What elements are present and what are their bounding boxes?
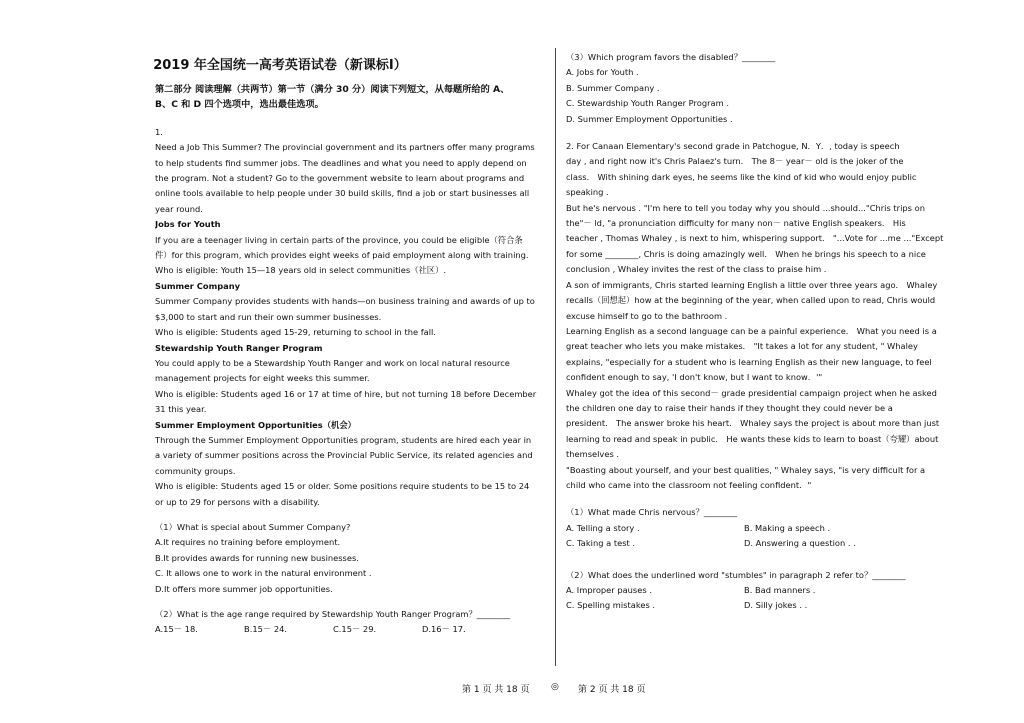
passage2-line: excuse himself to go to the bathroom . [566,310,728,321]
paragraph-line: Who is eligible: Students aged 16 or 17 at time of hire, but not turning 18 before December [155,388,537,399]
question-stem: （2）What is the age range required by Stewardship Youth Ranger Program？________ [155,609,510,619]
paragraph-line: or up to 29 for persons with a disability. [155,496,320,507]
question-option: D. Answering a question . . [744,538,856,549]
question-option: A. Telling a story . [566,522,640,533]
paragraph-line: $3,000 to start and run their own summer businesses. [155,311,382,322]
question-options-row [155,622,547,637]
heading-summer-employment: Summer Employment Opportunities（机会） [155,419,356,430]
paragraph-line: Who is eligible: Students aged 15 or older. Some positions require students to be 15 to 24 [155,481,530,492]
column-divider [555,48,556,666]
passage2-line: Learning English as a second language can be a painful experience． What you need is a [566,325,937,336]
passage2-line: A son of immigrants, Chris started learning English a little over three years ago． Whaley [566,279,938,290]
paragraph-line: You could apply to be a Stewardship Youth Ranger and work on local natural resource [155,357,510,368]
heading-summer-company: Summer Company [155,280,241,291]
question-option: B.15－ 24． [244,624,293,635]
heading-stewardship: Stewardship Youth Ranger Program [155,342,323,353]
question-stem: （1）What is special about Summer Company? [155,521,351,532]
question-option: A. Improper pauses . [566,585,652,595]
paragraph-line: community groups. [155,465,236,476]
question-stem: （1）What made Chris nervous？________ [566,507,738,518]
passage1-intro-line: online tools available to help people under 30 build skills, find a job or start businesses all [155,188,530,199]
paragraph-line: Summer Company provides students with hands—on business training and awards of up to [155,296,535,307]
question-option: C. It allows one to work in the natural environment . [155,568,372,579]
paragraph-line: 31 this year. [155,404,207,415]
passage2-line: 2. For Canaan Elementary's second grade in Patchogue, N．Y．, today is speech [566,141,900,152]
paragraph-line: If you are a teenager living in certain parts of the province, you could be eligible（符合条 [155,234,523,245]
question-option: D. Summer Employment Opportunities . [566,113,733,124]
question-option: A.15－ 18． [155,624,204,635]
passage2-line: recalls（回想起）how at the beginning of the year, when called upon to read, Chris would [566,295,936,306]
section-instruction-line1: 第二部分 阅读理解（共两节）第一节（满分 30 分）阅读下列短文，从每题所给的 A、 [155,84,510,95]
passage2-line: speaking . [566,187,609,198]
passage2-line: learning to read and speak in public． He wants these kids to learn to boast（夸耀）about [566,433,939,444]
question-option: D.16－ 17． [422,624,472,635]
question-option: B. Summer Company . [566,82,660,93]
question-option: B.It provides awards for running new businesses. [155,552,359,563]
question-option: D.It offers more summer job opportunities. [155,583,333,594]
question-options-row [566,521,961,536]
paragraph-line: a variety of summer positions across the Provincial Public Service, its related agencies and [155,450,533,461]
page-number-right: 第 2 页 共 18 页 [578,685,646,695]
question-option: B. Bad manners . [744,585,816,595]
question-options-row [566,583,961,598]
question-stem: （3）Which program favors the disabled？________ [566,52,776,62]
passage1-intro-line: year round. [155,203,203,214]
passage2-line: president． The answer broke his heart． Whaley says the project is about more than just [566,418,940,429]
paragraph-line: Who is eligible: Students aged 15-29, returning to school in the fall. [155,327,436,338]
question-options-row [566,598,961,613]
question-option: A.It requires no training before employment. [155,537,341,548]
heading-jobs-for-youth: Jobs for Youth [155,219,221,230]
passage2-line: the"－ ld, "a pronunciation difficulty for many non－ native English speakers． His [566,218,906,229]
passage2-line: teacher , Thomas Whaley , is next to him, whispering support． "...Vote for ...me ..."Except [566,233,944,244]
passage2-line: themselves . [566,449,620,460]
passage2-line: class． With shining dark eyes, he seems like the kind of kid who would enjoy public [566,171,917,182]
paragraph-line: 件）for this program, which provides eight weeks of paid employment along with training. [155,250,529,261]
paragraph-line: management projects for eight weeks this summer. [155,373,370,384]
passage2-line: Whaley got the idea of this second－ grade presidential campaign project when he asked [566,387,937,398]
paragraph-line: Through the Summer Employment Opportunities program, students are hired each year in [155,434,532,445]
passage1-intro-line: Need a Job This Summer? The provincial government and its partners offer many programs [155,142,535,153]
question-option: C.15－ 29． [333,624,382,635]
left-column [155,82,547,638]
passage2-line: for some ________, Chris is doing amazingly well． When he brings his speech to a nice [566,248,926,259]
question-option: C. Spelling mistakes . [566,600,656,611]
passage2-line: But he's nervous . "I'm here to tell you today why you should ...should..."Chris trips on [566,202,925,213]
passage1-number: 1. [155,126,163,137]
passage2-line: conclusion , Whaley invites the rest of the class to praise him . [566,264,827,275]
passage2-line: "Boasting about yourself, and your best qualities, " Whaley says, "is very difficult for a [566,464,926,475]
passage2-line: confident enough to say, 'I don't know, but I want to know．'" [566,372,823,383]
question-options-row [566,536,961,551]
question-option: C. Taking a test . [566,538,636,549]
passage1-intro-line: the program. Not a student? Go to the government website to learn about programs and [155,173,525,184]
passage2-line: great teacher who lets you make mistakes． "It takes a lot for any student, " Whaley [566,341,918,352]
question-option: C. Stewardship Youth Ranger Program . [566,98,729,109]
question-stem: （2）What does the underlined word "stumbles" in paragraph 2 refer to？________ [566,569,906,580]
binding-mark: ◎ [551,682,559,692]
passage2-line: explains, "especially for a student who is learning English as their new language, to feel [566,356,932,367]
section-instruction-line2: B、C 和 D 四个选项中，选出最佳选项。 [155,99,324,111]
question-option: D. Silly jokes . . [744,600,808,611]
page-number-left: 第 1 页 共 18 页 [462,685,530,695]
passage2-line: day , and right now it's Chris Palaez's turn． The 8－ year－ old is the joker of the [566,156,904,167]
passage2-line: child who came into the classroom not feeling confident．" [566,479,812,490]
passage1-intro-line: to help students find summer jobs. The deadlines and what you need to apply depend on [155,157,527,168]
question-option: B. Making a speech . [744,522,831,533]
passage2-line: the children one day to raise their hands if they thought they could never be a [566,402,893,413]
right-column [566,50,961,614]
exam-title: 2019 年全国统一高考英语试卷（新课标Ⅰ） [153,58,407,73]
question-option: A. Jobs for Youth . [566,67,639,78]
paragraph-line: Who is eligible: Youth 15—18 years old in select communities（社区）. [155,265,447,276]
